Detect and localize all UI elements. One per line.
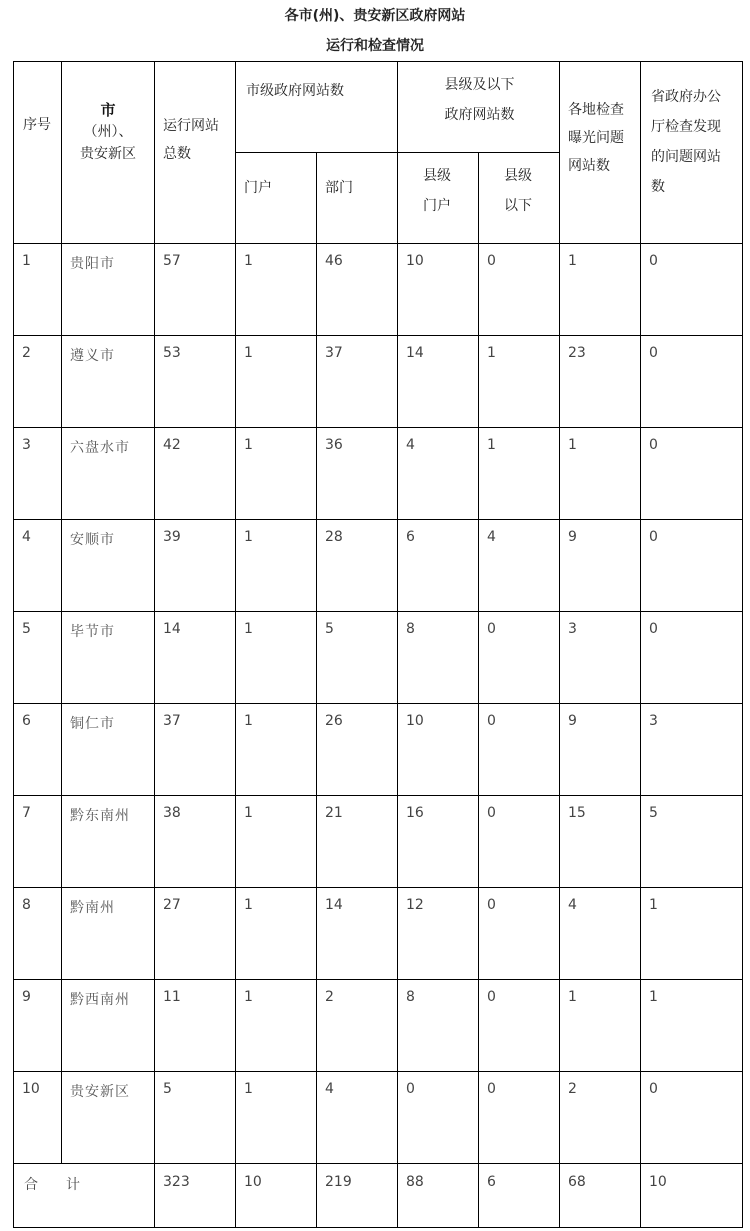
- cell-seq: 5: [14, 612, 62, 704]
- total-city-portal: 10: [236, 1164, 317, 1228]
- cell-region: 遵义市: [62, 336, 155, 428]
- cell-provincial: 0: [641, 520, 743, 612]
- cell-exposed: 3: [560, 612, 641, 704]
- cell-below-county: 0: [479, 704, 560, 796]
- cell-city-dept: 5: [317, 612, 398, 704]
- cell-seq: 2: [14, 336, 62, 428]
- cell-city-portal: 1: [236, 888, 317, 980]
- cell-county-portal: 14: [398, 336, 479, 428]
- cell-provincial: 3: [641, 704, 743, 796]
- cell-city-dept: 2: [317, 980, 398, 1072]
- cell-below-county: 0: [479, 796, 560, 888]
- cell-below-county: 0: [479, 244, 560, 336]
- cell-exposed: 1: [560, 244, 641, 336]
- cell-region: 黔东南州: [62, 796, 155, 888]
- cell-city-dept: 26: [317, 704, 398, 796]
- header-exposed-line2: 曝光问题: [568, 130, 624, 146]
- cell-total: 39: [155, 520, 236, 612]
- cell-total: 42: [155, 428, 236, 520]
- total-provincial: 10: [641, 1164, 743, 1228]
- header-total-line2: 总数: [163, 146, 191, 162]
- cell-region: 六盘水市: [62, 428, 155, 520]
- cell-seq: 8: [14, 888, 62, 980]
- table-row: [14, 336, 743, 428]
- cell-city-portal: 1: [236, 704, 317, 796]
- total-below-county: 6: [479, 1164, 560, 1228]
- cell-region: 毕节市: [62, 612, 155, 704]
- header-total-line1: 运行网站: [163, 118, 219, 134]
- header-region-line1: 市: [100, 101, 116, 119]
- header-county-group-line1: 县级及以下: [444, 77, 515, 93]
- cell-city-portal: 1: [236, 520, 317, 612]
- cell-seq: 6: [14, 704, 62, 796]
- cell-county-portal: 12: [398, 888, 479, 980]
- cell-city-dept: 37: [317, 336, 398, 428]
- cell-total: 5: [155, 1072, 236, 1164]
- header-seq: 序号: [14, 62, 62, 244]
- total-total: 323: [155, 1164, 236, 1228]
- cell-exposed: 1: [560, 980, 641, 1072]
- cell-total: 53: [155, 336, 236, 428]
- cell-city-dept: 28: [317, 520, 398, 612]
- cell-total: 14: [155, 612, 236, 704]
- header-row-1: [14, 62, 743, 153]
- cell-county-portal: 0: [398, 1072, 479, 1164]
- table-row: [14, 428, 743, 520]
- header-county-group: [398, 62, 560, 153]
- table-row: [14, 704, 743, 796]
- cell-region: 贵安新区: [62, 1072, 155, 1164]
- header-region: [62, 62, 155, 244]
- header-below-county-line2: 以下: [504, 198, 532, 214]
- cell-seq: 10: [14, 1072, 62, 1164]
- cell-city-portal: 1: [236, 336, 317, 428]
- header-below-county: [479, 153, 560, 244]
- cell-seq: 7: [14, 796, 62, 888]
- cell-exposed: 9: [560, 704, 641, 796]
- cell-seq: 9: [14, 980, 62, 1072]
- header-provincial-line1: 省政府办公: [651, 89, 721, 105]
- totals-row: [14, 1164, 743, 1228]
- cell-below-county: 0: [479, 888, 560, 980]
- header-county-portal-line2: 门户: [423, 198, 451, 214]
- cell-county-portal: 8: [398, 612, 479, 704]
- cell-region: 安顺市: [62, 520, 155, 612]
- totals-label: 合 计: [14, 1164, 155, 1228]
- cell-below-county: 0: [479, 612, 560, 704]
- table-row: [14, 244, 743, 336]
- total-county-portal: 88: [398, 1164, 479, 1228]
- cell-city-dept: 46: [317, 244, 398, 336]
- cell-city-dept: 36: [317, 428, 398, 520]
- cell-total: 57: [155, 244, 236, 336]
- header-exposed-line1: 各地检查: [568, 102, 624, 118]
- cell-provincial: 0: [641, 1072, 743, 1164]
- table-row: [14, 612, 743, 704]
- header-provincial-line3: 的问题网站: [651, 149, 721, 165]
- cell-below-county: 4: [479, 520, 560, 612]
- cell-provincial: 1: [641, 980, 743, 1072]
- header-exposed-line3: 网站数: [568, 158, 610, 174]
- cell-provincial: 5: [641, 796, 743, 888]
- cell-city-portal: 1: [236, 428, 317, 520]
- header-city-dept: 部门: [317, 153, 398, 244]
- cell-provincial: 1: [641, 888, 743, 980]
- header-below-county-line1: 县级: [504, 168, 532, 184]
- cell-total: 38: [155, 796, 236, 888]
- cell-city-portal: 1: [236, 796, 317, 888]
- header-county-portal-line1: 县级: [423, 168, 451, 184]
- header-provincial-line2: 厅检查发现: [651, 119, 721, 135]
- cell-county-portal: 16: [398, 796, 479, 888]
- header-city-group: 市级政府网站数: [236, 62, 398, 153]
- header-county-portal: [398, 153, 479, 244]
- cell-total: 27: [155, 888, 236, 980]
- table-row: [14, 980, 743, 1072]
- cell-provincial: 0: [641, 612, 743, 704]
- cell-county-portal: 4: [398, 428, 479, 520]
- header-total: [155, 62, 236, 244]
- header-county-group-line2: 政府网站数: [444, 107, 515, 123]
- header-region-line2: （州）、: [83, 124, 133, 140]
- cell-exposed: 15: [560, 796, 641, 888]
- cell-region: 黔西南州: [62, 980, 155, 1072]
- cell-county-portal: 10: [398, 704, 479, 796]
- table-row: [14, 1072, 743, 1164]
- table-row: [14, 888, 743, 980]
- cell-county-portal: 8: [398, 980, 479, 1072]
- cell-city-portal: 1: [236, 1072, 317, 1164]
- cell-below-county: 0: [479, 980, 560, 1072]
- table-row: [14, 796, 743, 888]
- cell-county-portal: 10: [398, 244, 479, 336]
- cell-seq: 4: [14, 520, 62, 612]
- cell-exposed: 23: [560, 336, 641, 428]
- cell-region: 铜仁市: [62, 704, 155, 796]
- page-title: 各市(州)、贵安新区政府网站: [284, 8, 466, 24]
- header-provincial-line4: 数: [651, 179, 665, 195]
- cell-below-county: 1: [479, 428, 560, 520]
- header-city-portal: 门户: [236, 153, 317, 244]
- total-exposed: 68: [560, 1164, 641, 1228]
- cell-provincial: 0: [641, 428, 743, 520]
- cell-city-portal: 1: [236, 612, 317, 704]
- cell-region: 贵阳市: [62, 244, 155, 336]
- total-city-dept: 219: [317, 1164, 398, 1228]
- header-region-line3: 贵安新区: [80, 146, 136, 162]
- cell-provincial: 0: [641, 244, 743, 336]
- cell-total: 37: [155, 704, 236, 796]
- cell-exposed: 2: [560, 1072, 641, 1164]
- table-row: [14, 520, 743, 612]
- cell-seq: 3: [14, 428, 62, 520]
- cell-city-dept: 4: [317, 1072, 398, 1164]
- header-provincial: [641, 62, 743, 244]
- cell-region: 黔南州: [62, 888, 155, 980]
- cell-total: 11: [155, 980, 236, 1072]
- cell-below-county: 0: [479, 1072, 560, 1164]
- cell-city-dept: 21: [317, 796, 398, 888]
- cell-below-county: 1: [479, 336, 560, 428]
- cell-seq: 1: [14, 244, 62, 336]
- cell-county-portal: 6: [398, 520, 479, 612]
- website-stats-table: [13, 61, 743, 1228]
- cell-city-dept: 14: [317, 888, 398, 980]
- cell-exposed: 1: [560, 428, 641, 520]
- cell-city-portal: 1: [236, 244, 317, 336]
- cell-exposed: 4: [560, 888, 641, 980]
- cell-city-portal: 1: [236, 980, 317, 1072]
- cell-provincial: 0: [641, 336, 743, 428]
- cell-exposed: 9: [560, 520, 641, 612]
- page-subtitle: 运行和检查情况: [326, 38, 424, 54]
- header-exposed: [560, 62, 641, 244]
